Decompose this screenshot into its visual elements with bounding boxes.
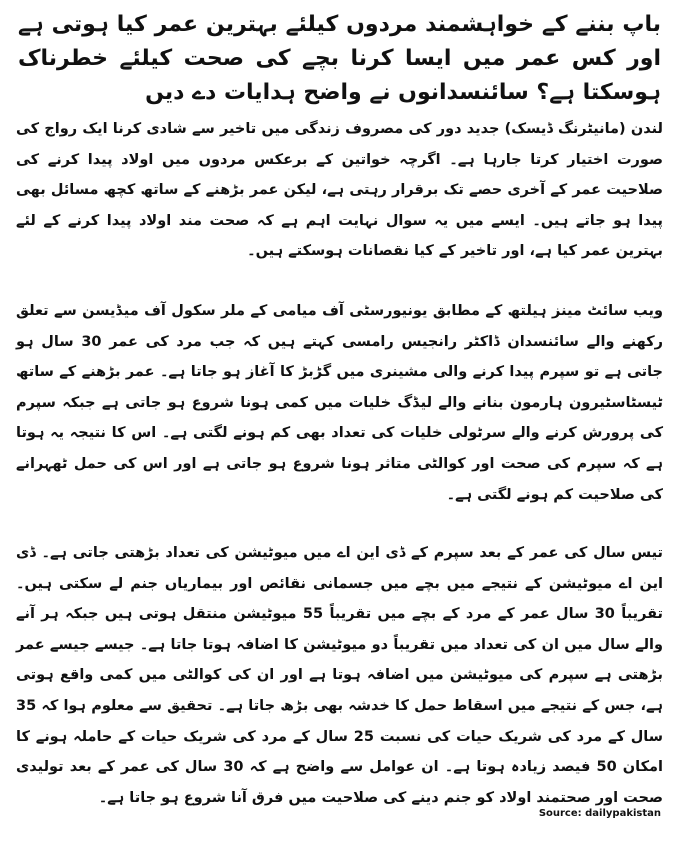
- article-paragraph: ویب سائٹ مینز ہیلتھ کے مطابق یونیورسٹی آف میامی کے ملر سکول آف میڈیسن سے تعلق رکھنے والے سائنسدان ڈاکٹر رانجیس رامسی کہتے ہیں کہ جب مرد کی عمر 30 سال ہو جاتی ہے تو سپرم پیدا کرنے والی مشینری میں گڑبڑ کا آغاز ہو جاتا ہے۔ عمر بڑھنے کے ساتھ ٹیسٹاسٹیرون ہارمون بنانے والے لیڈگ خلیات میں کمی ہونا شروع ہو جاتی ہے جبکہ سپرم کی پرورش کرنے والے سرٹولی خلیات کی تعداد بھی کم ہونے لگتی ہے۔ اس کا نتیجہ یہ ہوتا ہے کہ سپرم کی صحت اور کوالٹی متاثر ہونا شروع ہو جاتی ہے اور اس کی حمل ٹھہرانے کی صلاحیت کم ہونے لگتی ہے۔: [16, 303, 664, 503]
- article-paragraph: تیس سال کی عمر کے بعد سپرم کے ڈی این اے میں میوٹیشن کی تعداد بڑھتی جاتی ہے۔ ڈی این اے میوٹیشن کے نتیجے میں بچے میں جسمانی نقائص اور بیماریاں جنم لے سکتی ہیں۔ تقریباً 30 سال عمر کے مرد کے بچے میں تقریباً 55 میوٹیشن منتقل ہوتی ہیں جبکہ ہر آنے والے سال میں ان کی تعداد میں تقریباً دو میوٹیشن کا اضافہ ہوتا جاتا ہے۔ جیسے جیسے عمر بڑھتی ہے سپرم کی میوٹیشن میں اضافہ ہوتا ہے اور ان کی کوالٹی میں کمی واقع ہوتی ہے، جس کے نتیجے میں اسقاط حمل کا خدشہ بھی بڑھ جاتا ہے۔ تحقیق سے معلوم ہوا کہ 35 سال کے مرد کی شریک حیات کی نسبت 25 سال کے مرد کی شریک حیات کے حاملہ ہونے کا امکان 50 فیصد زیادہ ہوتا ہے۔ ان عوامل سے واضح ہے کہ 30 سال کی عمر کے بعد تولیدی صحت اور صحتمند اولاد کو جنم دینے کی صلاحیت میں فرق آنا شروع ہو جاتا ہے۔: [16, 545, 664, 806]
- article-paragraph: لندن (مانیٹرنگ ڈیسک) جدید دور کی مصروف زندگی میں تاخیر سے شادی کرنا ایک رواج کی صورت اختیار کرتا جارہا ہے۔ اگرچہ خواتین کے برعکس مردوں میں اولاد پیدا کرنے کی صلاحیت عمر کے آخری حصے تک برقرار رہتی ہے، لیکن عمر بڑھنے کے ساتھ کچھ مسائل بھی پیدا ہو جاتے ہیں۔ ایسے میں یہ سوال نہایت اہم ہے کہ صحت مند اولاد پیدا کرنے کے لئے بہترین عمر کیا ہے، اور تاخیر کے کیا نقصانات ہوسکتے ہیں۔: [16, 121, 663, 260]
- article-headline: باپ بننے کے خواہشمند مردوں کیلئے بہترین عمر کیا ہوتی ہے اور کس عمر میں ایسا کرنا بچے کی صحت کیلئے خطرناک ہوسکتا ہے؟ سائنسدانوں نے واضح ہدایات دے دیں: [18, 12, 661, 105]
- source-credit: Source: dailypakistan: [538, 808, 661, 819]
